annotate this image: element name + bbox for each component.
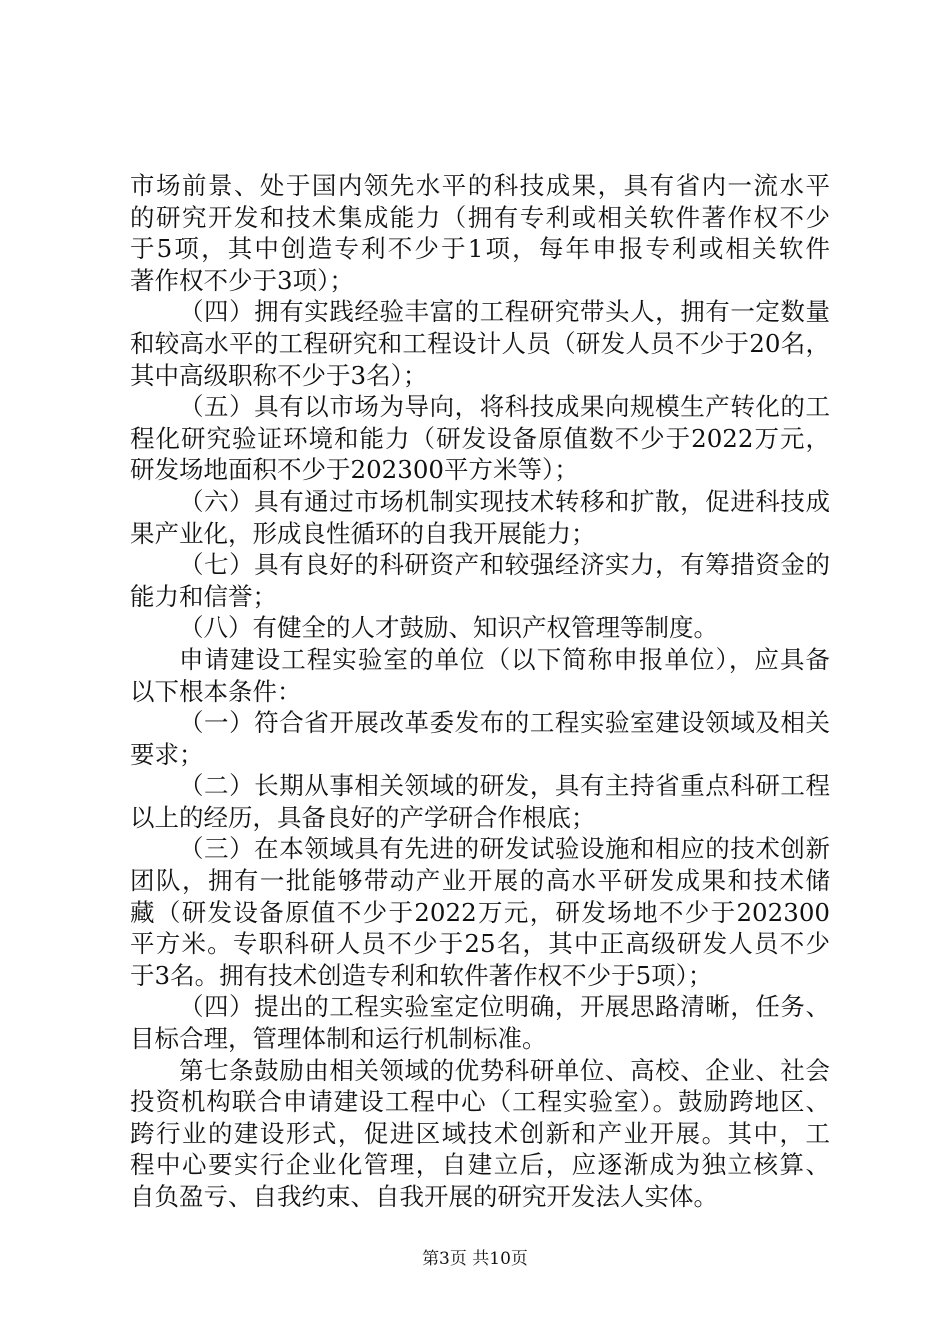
- body-line: 的研究开发和技术集成能力（拥有专利或相关软件著作权不少: [130, 202, 830, 232]
- body-line: 程化研究验证环境和能力（研发设备原值数不少于2022万元，: [130, 423, 830, 453]
- body-line: 以上的经历，具备良好的产学研合作根底；: [130, 802, 596, 832]
- body-line: 著作权不少于3项）；: [130, 265, 354, 295]
- body-line: （三）在本领域具有先进的研发试验设施和相应的技术创新: [179, 834, 830, 864]
- body-line: （七）具有良好的科研资产和较强经济实力，有筹措资金的: [179, 550, 830, 580]
- body-line: 于5项，其中创造专利不少于1项，每年申报专利或相关软件: [130, 234, 830, 264]
- body-line: 申请建设工程实验室的单位（以下简称申报单位），应具备: [179, 644, 830, 674]
- body-line: 和较高水平的工程研究和工程设计人员（研发人员不少于20名，: [130, 328, 830, 358]
- body-line: 平方米。专职科研人员不少于25名，其中正高级研发人员不少: [130, 929, 830, 959]
- body-line: 目标合理，管理体制和运行机制标准。: [130, 1024, 547, 1054]
- body-line: 跨行业的建设形式，促进区域技术创新和产业开展。其中，工: [130, 1118, 830, 1148]
- body-line: 以下根本条件：: [130, 676, 302, 706]
- body-line: （八）有健全的人才鼓励、知识产权管理等制度。: [179, 613, 718, 643]
- body-line: （四）提出的工程实验室定位明确，开展思路清晰，任务、: [179, 992, 830, 1022]
- body-line: （一）符合省开展改革委发布的工程实验室建设领域及相关: [179, 708, 830, 738]
- body-line: （六）具有通过市场机制实现技术转移和扩散，促进科技成: [179, 486, 830, 516]
- page-number-footer: 第3页 共10页: [422, 1249, 528, 1269]
- body-line: 投资机构联合申请建设工程中心（工程实验室）。鼓励跨地区、: [130, 1087, 830, 1117]
- body-line: （四）拥有实践经验丰富的工程研究带头人，拥有一定数量: [179, 297, 830, 327]
- body-line: 自负盈亏、自我约束、自我开展的研究开发法人实体。: [130, 1182, 718, 1211]
- body-line: 要求；: [130, 739, 204, 769]
- body-line: 能力和信誉；: [130, 581, 277, 611]
- body-line: 市场前景、处于国内领先水平的科技成果，具有省内一流水平: [130, 171, 830, 200]
- body-line: 藏（研发设备原值不少于2022万元，研发场地不少于202300: [130, 897, 830, 927]
- body-line: 果产业化，形成良性循环的自我开展能力；: [130, 518, 596, 548]
- document-body: [130, 170, 830, 1213]
- body-line: 于3名。拥有技术创造专利和软件著作权不少于5项）；: [130, 960, 713, 990]
- body-line: 团队，拥有一批能够带动产业开展的高水平研发成果和技术储: [130, 866, 830, 896]
- body-line: 研发场地面积不少于202300平方米等）；: [130, 455, 579, 485]
- body-line: 其中高级职称不少于3名）；: [130, 360, 428, 390]
- body-line: （五）具有以市场为导向，将科技成果向规模生产转化的工: [179, 392, 830, 422]
- body-line: 第七条鼓励由相关领域的优势科研单位、高校、企业、社会: [179, 1055, 830, 1085]
- body-line: （二）长期从事相关领域的研发，具有主持省重点科研工程: [179, 771, 830, 801]
- body-line: 程中心要实行企业化管理，自建立后，应逐渐成为独立核算、: [130, 1150, 830, 1180]
